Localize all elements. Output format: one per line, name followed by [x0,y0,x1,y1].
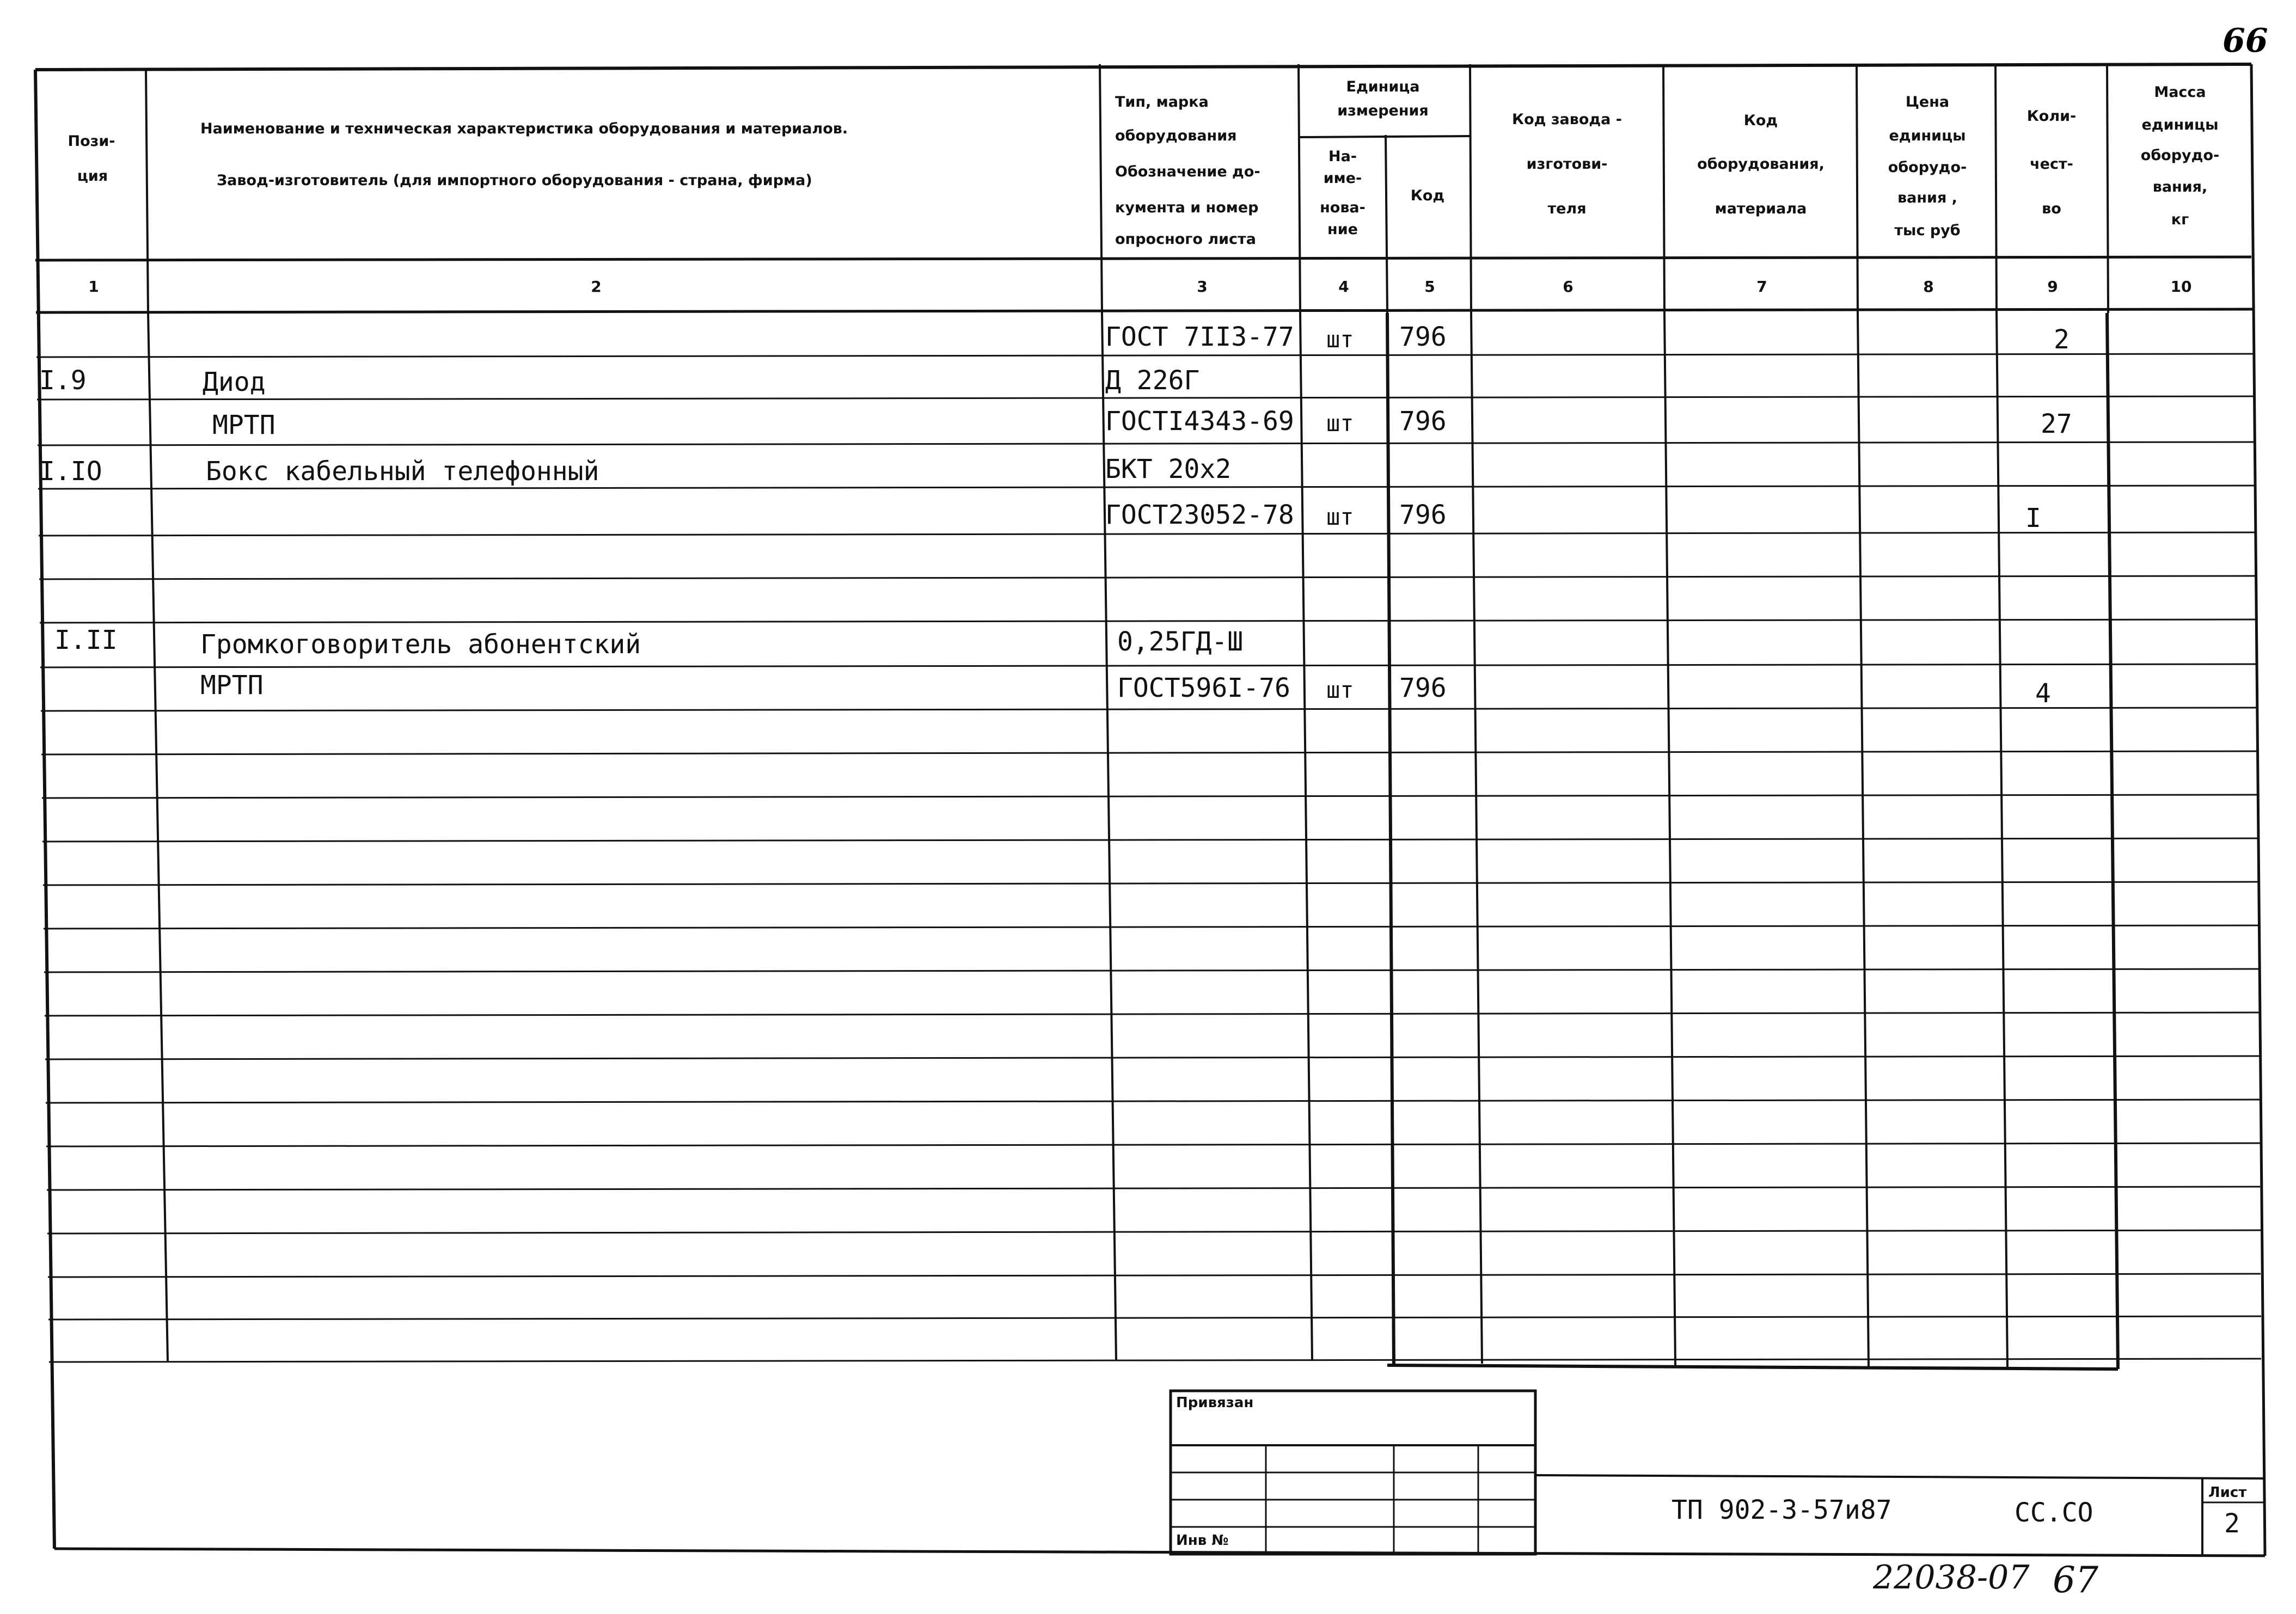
table-row [39,454,1231,487]
svg-text:7: 7 [1756,278,1767,296]
header-col10: Масса [2154,84,2206,101]
svg-text:кг: кг [2171,211,2189,228]
row6-pos: I.II [54,625,118,655]
svg-text:измерения: измерения [1337,102,1429,119]
row2-name: Диод [203,367,266,397]
svg-text:оборудования: оборудования [1115,127,1237,144]
header-unit-group: Единица [1346,78,1420,95]
page-number-top: 66 [2222,22,2268,60]
header-col1: Пози- [68,133,115,150]
header-col3: Тип, марка [1115,94,1209,111]
svg-text:изготови-: изготови- [1526,156,1608,173]
svg-text:4: 4 [1338,278,1349,296]
svg-text:вания,: вания, [2152,179,2208,195]
stamp-designation: ТП 902-3-57и87 [1672,1495,1892,1525]
row5-qty: I [2025,503,2041,533]
table-row [1105,500,2041,533]
header-col5: Код [1410,187,1445,204]
row5-code: 796 [1399,500,1447,530]
svg-text:5: 5 [1424,278,1435,296]
row7-qty: 4 [2035,678,2051,709]
header-col2-line1: Наименование и техническая характеристика оборудования и материалов. [200,120,848,137]
title-block [1171,1391,2264,1556]
svg-text:кумента и номер: кумента и номер [1115,199,1259,216]
bottom-page: 67 [2053,1559,2098,1601]
row7-type: ГОСТ596I-76 [1117,673,1290,703]
column-numbers [88,278,2191,296]
row1-unit: шт [1326,326,1354,353]
row3-name: МРТП [212,410,275,440]
row5-type: ГОСТ23052-78 [1105,500,1294,530]
row6-name: Громкоговоритель абонентский [200,629,641,660]
table-row [200,670,2051,709]
svg-text:ция: ция [77,168,108,185]
svg-text:имe-: имe- [1323,170,1362,187]
svg-text:тыс руб: тыс руб [1894,222,1961,239]
svg-text:опросного листа: опросного листа [1115,231,1256,248]
stamp-linked-label: Привязан [1176,1395,1254,1411]
stamp-inv-label: Инв № [1176,1532,1229,1549]
svg-text:теля: теля [1547,200,1587,217]
svg-text:оборудования,: оборудования, [1697,156,1824,173]
svg-text:9: 9 [2047,278,2058,296]
row3-qty: 27 [2041,409,2072,439]
svg-text:6: 6 [1563,278,1573,296]
row3-type: ГОСТI4343-69 [1105,406,1294,437]
stamp-code: СС.СО [2015,1498,2093,1528]
stamp-sheet-number: 2 [2224,1508,2240,1539]
table-row [212,406,2072,440]
svg-text:во: во [2042,200,2061,217]
table-row [54,625,1243,660]
header-col9: Коли- [2026,108,2077,125]
svg-text:материала: материала [1715,200,1807,217]
header-col2-line2: Завод-изготовитель (для импортного оборудования - страна, фирма) [217,172,812,189]
svg-text:оборудо-: оборудо- [1888,159,1967,176]
stamp-sheet-label: Лист [2208,1484,2247,1501]
svg-text:нова-: нова- [1320,199,1366,216]
row1-code: 796 [1399,322,1447,352]
svg-text:1: 1 [88,278,99,296]
row7-unit: шт [1326,677,1354,703]
row7-name: МРТП [200,670,264,701]
row2-type: Д 226Г [1105,365,1200,396]
svg-text:ние: ние [1327,221,1358,238]
svg-text:3: 3 [1197,278,1208,296]
svg-text:2: 2 [591,278,602,296]
row5-unit: шт [1326,504,1354,530]
row4-name: Бокс кабельный телефонный [206,456,599,487]
table-row [39,365,1199,397]
row1-qty: 2 [2054,324,2070,355]
svg-text:Обозначение до-: Обозначение до- [1115,163,1260,180]
svg-text:чест-: чест- [2030,156,2073,173]
table-row [1105,322,2070,355]
svg-text:оборудо-: оборудо- [2140,147,2220,164]
svg-text:10: 10 [2170,278,2192,296]
svg-text:8: 8 [1923,278,1934,296]
row6-type: 0,25ГД-Ш [1117,627,1244,657]
header-col8: Цена [1905,94,1950,111]
svg-text:единицы: единицы [1889,127,1966,144]
row3-code: 796 [1399,406,1447,437]
bottom-number: 22038-07 [1873,1558,2030,1597]
header-col7: Код [1743,112,1778,129]
row2-pos: I.9 [39,365,87,396]
svg-text:вания ,: вания , [1897,189,1957,206]
row4-type: БКТ 20х2 [1105,454,1232,484]
svg-text:единицы: единицы [2141,116,2219,133]
header-col4: На- [1328,148,1357,165]
row7-code: 796 [1399,673,1447,703]
table-header [68,78,2220,248]
row1-type: ГОСТ 7II3-77 [1105,322,1294,352]
header-col6: Код завода - [1512,111,1622,128]
row4-pos: I.IO [39,456,102,487]
row3-unit: шт [1326,410,1354,437]
